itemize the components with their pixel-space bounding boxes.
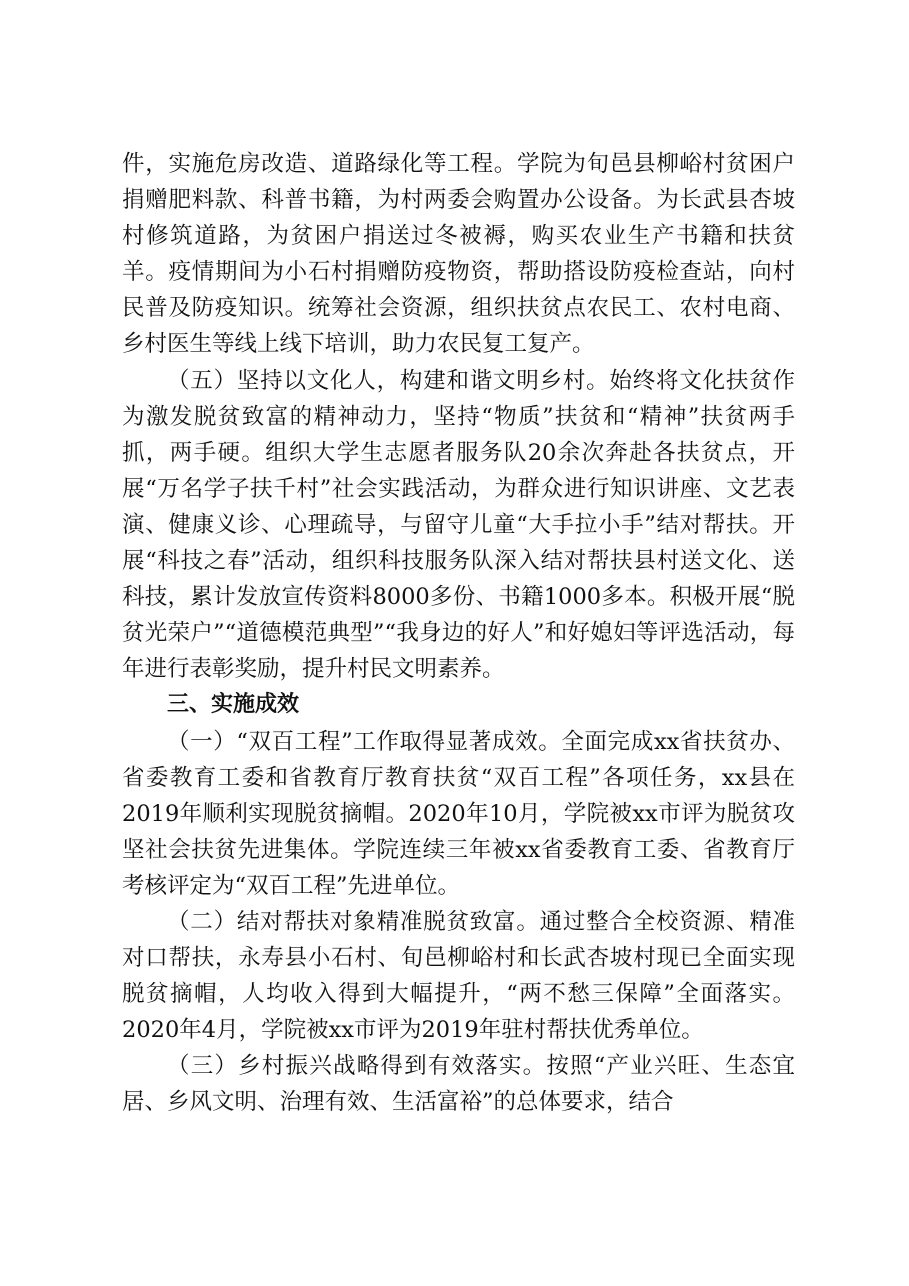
paragraph-result-1: （一）“双百工程”工作取得显著成效。全面完成xx省扶贫办、省委教育工委和省教育厅教育扶贫“双百工程”各项任务，xx县在2019年顺利实现脱贫摘帽。2020年10月，学院被xx市评为脱贫攻坚社会扶贫先进集体。学院连续三年被xx省委教育工委、省教育厅考核评定为“双百工程”先进单位。 [122, 728, 795, 899]
paragraph-continuation: 件，实施危房改造、道路绿化等工程。学院为旬邑县柳峪村贫困户捐赠肥料款、科普书籍，为村两委会购置办公设备。为长武县杏坡村修筑道路，为贫困户捐送过冬被褥，购买农业生产书籍和扶贫羊。疫情期间为小石村捐赠防疫物资，帮助搭设防疫检查站，向村民普及防疫知识。统筹社会资源，组织扶贫点农民工、农村电商、乡村医生等线上线下培训，助力农民复工复产。 [122, 151, 795, 358]
document-body [122, 146, 795, 1121]
paragraph-result-2: （二）结对帮扶对象精准脱贫致富。通过整合全校资源、精准对口帮扶，永寿县小石村、旬邑柳峪村和长武杏坡村现已全面实现脱贫摘帽，人均收入得到大幅提升，“两不愁三保障”全面落实。2020年4月，学院被xx市评为2019年驻村帮扶优秀单位。 [122, 908, 795, 1044]
paragraph-result-3: （三）乡村振兴战略得到有效落实。按照“产业兴旺、生态宜居、乡风文明、治理有效、生活富裕”的总体要求，结合 [122, 1053, 795, 1116]
section-heading-results: 三、实施成效 [167, 692, 300, 718]
paragraph-culture: （五）坚持以文化人，构建和谐文明乡村。始终将文化扶贫作为激发脱贫致富的精神动力，坚持“物质”扶贫和“精神”扶贫两手抓，两手硬。组织大学生志愿者服务队20余次奔赴各扶贫点，开展“万名学子扶千村”社会实践活动，为群众进行知识讲座、文艺表演、健康义诊、心理疏导，与留守儿童“大手拉小手”结对帮扶。开展“科技之春”活动，组织科技服务队深入结对帮扶县村送文化、送科技，累计发放宣传资料8000多份、书籍1000多本。积极开展“脱贫光荣户”“道德模范典型”“我身边的好人”和好媳妇等评选活动，每年进行表彰奖励，提升村民文明素养。 [122, 367, 795, 683]
